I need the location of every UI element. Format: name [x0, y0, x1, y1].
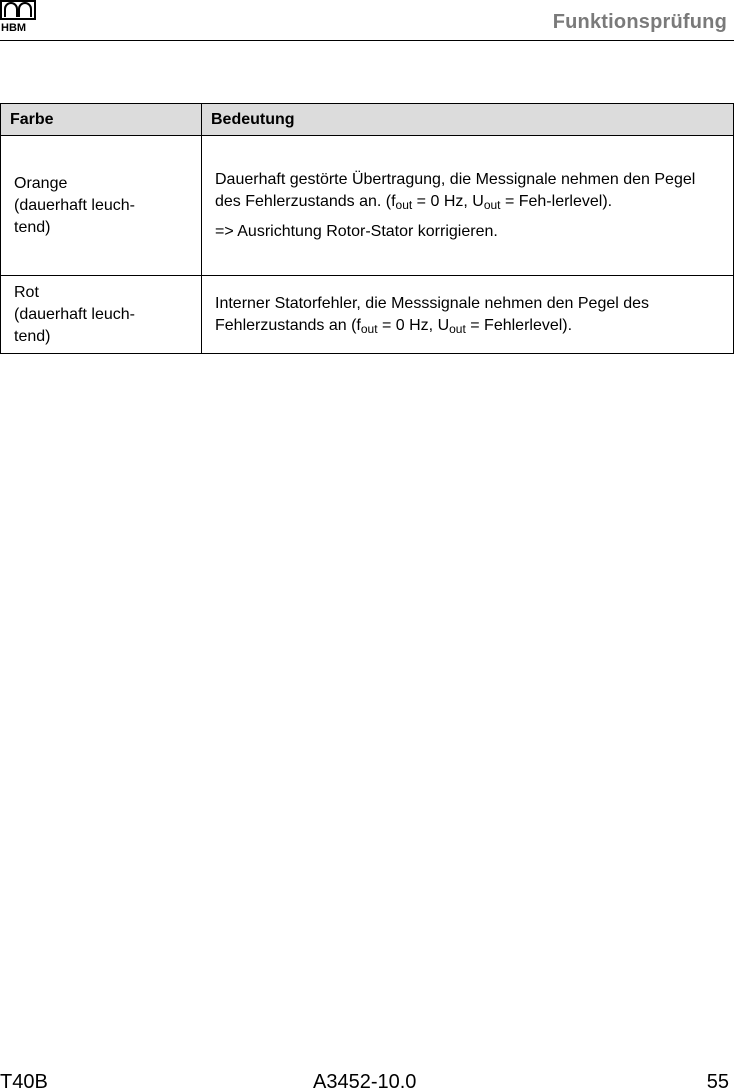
- color-name: Rot: [14, 283, 39, 301]
- meaning-paragraph: Dauerhaft gestörte Übertragung, die Messignale nehmen den Pegel des Fehlerzustands an. ($f_{out} = 0$ Hz, $U_{out}$ = Feh-lerlevel).: [215, 170, 696, 212]
- color-state: (dauerhaft leuch-: [14, 196, 135, 214]
- meaning-cell: [202, 276, 734, 354]
- column-header-meaning: Bedeutung: [202, 104, 734, 136]
- action-paragraph: => Ausrichtung Rotor-Stator korrigieren.: [215, 222, 498, 240]
- led-status-table: [0, 103, 734, 354]
- footer-product: T40B: [0, 1071, 48, 1090]
- meaning-cell: [202, 136, 734, 276]
- column-header-color: Farbe: [1, 104, 202, 136]
- color-state-cont: tend): [14, 327, 51, 345]
- footer-page-number: 55: [706, 1071, 729, 1090]
- color-cell: [1, 136, 202, 276]
- hbm-logo: [0, 0, 38, 32]
- section-title: Funktionsprüfung: [552, 11, 727, 33]
- header-divider: [0, 40, 734, 41]
- footer-doc-number: A3452-10.0: [313, 1071, 417, 1090]
- color-cell: [1, 276, 202, 354]
- table-row: [1, 136, 734, 276]
- table-row: [1, 276, 734, 354]
- color-name: Orange: [14, 174, 68, 192]
- meaning-paragraph: Interner Statorfehler, die Messsignale nehmen den Pegel des Fehlerzustands an ($f_{out} = 0$ Hz, $U_{out}$ = Fehlerlevel).: [215, 294, 650, 336]
- svg-text:HBM: HBM: [1, 22, 27, 32]
- color-state: (dauerhaft leuch-: [14, 305, 135, 323]
- color-state-cont: tend): [14, 218, 51, 236]
- table-header-row: [1, 104, 734, 136]
